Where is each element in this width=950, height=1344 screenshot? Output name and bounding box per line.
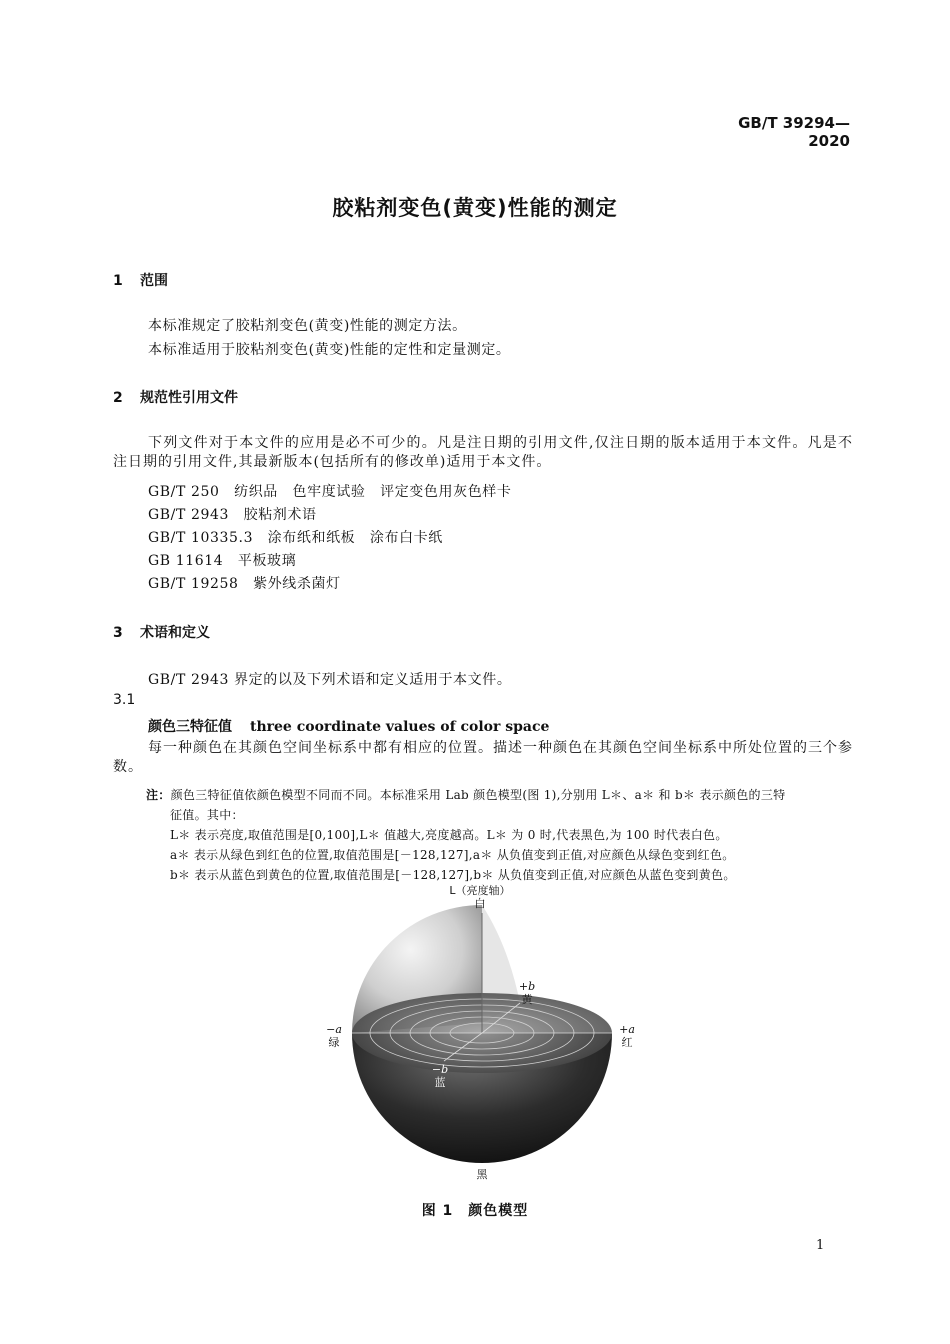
- blue-label: 蓝: [434, 1076, 446, 1089]
- figure-caption: 图 1 颜色模型: [421, 1203, 529, 1219]
- section-number: 2: [113, 390, 123, 406]
- section-title: 范围: [140, 273, 168, 289]
- section-number: 1: [113, 273, 123, 289]
- l-axis-label: [445, 884, 515, 910]
- paragraph: 本标准适用于胶粘剂变色(黄变)性能的定性和定量测定。: [148, 342, 511, 358]
- section-number: 3: [113, 625, 123, 641]
- paragraph: GB/T 2943 界定的以及下列术语和定义适用于本文件。: [148, 672, 512, 688]
- term-chinese: 颜色三特征值: [148, 719, 232, 735]
- definition: 每一种颜色在其颜色空间坐标系中都有相应的位置。描述一种颜色在其颜色空间坐标系中所处位置的三个参数。: [113, 740, 853, 775]
- note-text: 颜色三特征值依颜色模型不同而不同。本标准采用 Lab 颜色模型(图 1),分别用 L＊、a＊ 和 b＊ 表示颜色的三特: [170, 788, 786, 802]
- standard-number: GB/T 39294—2020: [738, 114, 850, 150]
- color-model-figure: [340, 905, 630, 1170]
- document-title: 胶粘剂变色(黄变)性能的测定: [332, 196, 618, 220]
- note-line: a＊ 表示从绿色到红色的位置,取值范围是[－128,127],a＊ 从负值变到正值,对应颜色从绿色变到红色。: [170, 848, 735, 862]
- subsection-number: 3.1: [113, 692, 136, 708]
- term-entry: [148, 716, 549, 736]
- l-axis-text: L（亮度轴）: [449, 884, 511, 897]
- paragraph: 本标准规定了胶粘剂变色(黄变)性能的测定方法。: [148, 318, 467, 334]
- reference-item: GB/T 19258 紫外线杀菌灯: [148, 576, 341, 592]
- section-title: 术语和定义: [140, 625, 210, 641]
- pos-a-label: [615, 1023, 639, 1049]
- neg-a-label: [322, 1023, 346, 1049]
- neg-b-label: [428, 1063, 452, 1089]
- red-label: 红: [621, 1036, 633, 1049]
- reference-item: GB 11614 平板玻璃: [148, 553, 297, 569]
- neg-a-text: −a: [326, 1023, 342, 1036]
- note-line: b＊ 表示从蓝色到黄色的位置,取值范围是[－128,127],b＊ 从负值变到正值,对应颜色从蓝色变到黄色。: [170, 868, 736, 882]
- note-line: [146, 786, 785, 803]
- neg-b-text: −b: [431, 1063, 449, 1076]
- note-label: 注：: [146, 788, 171, 802]
- reference-item: GB/T 10335.3 涂布纸和纸板 涂布白卡纸: [148, 530, 443, 546]
- note-line: L＊ 表示亮度,取值范围是[0,100],L＊ 值越大,亮度越高。L＊ 为 0 时,代表黑色,为 100 时代表白色。: [170, 828, 728, 842]
- reference-item: GB/T 250 纺织品 色牢度试验 评定变色用灰色样卡: [148, 484, 512, 500]
- black-label: 黑: [476, 1168, 488, 1181]
- yellow-label: 黄: [521, 993, 533, 1006]
- paragraph: 下列文件对于本文件的应用是必不可少的。凡是注日期的引用文件,仅注日期的版本适用于本文件。凡是不注日期的引用文件,其最新版本(包括所有的修改单)适用于本文件。: [113, 435, 853, 470]
- white-label: 白: [474, 897, 486, 910]
- section-3-heading: [113, 622, 210, 642]
- pos-b-label: [515, 980, 539, 1006]
- pos-b-text: +b: [518, 980, 536, 993]
- reference-item: GB/T 2943 胶粘剂术语: [148, 507, 317, 523]
- green-label: 绿: [328, 1036, 340, 1049]
- pos-a-text: +a: [619, 1023, 635, 1036]
- section-2-heading: [113, 387, 238, 407]
- section-1-heading: [113, 270, 168, 290]
- term-english: three coordinate values of color space: [250, 719, 550, 735]
- section-title: 规范性引用文件: [140, 390, 238, 406]
- page-number: 1: [816, 1238, 825, 1253]
- note-line: 征值。其中：: [170, 808, 244, 822]
